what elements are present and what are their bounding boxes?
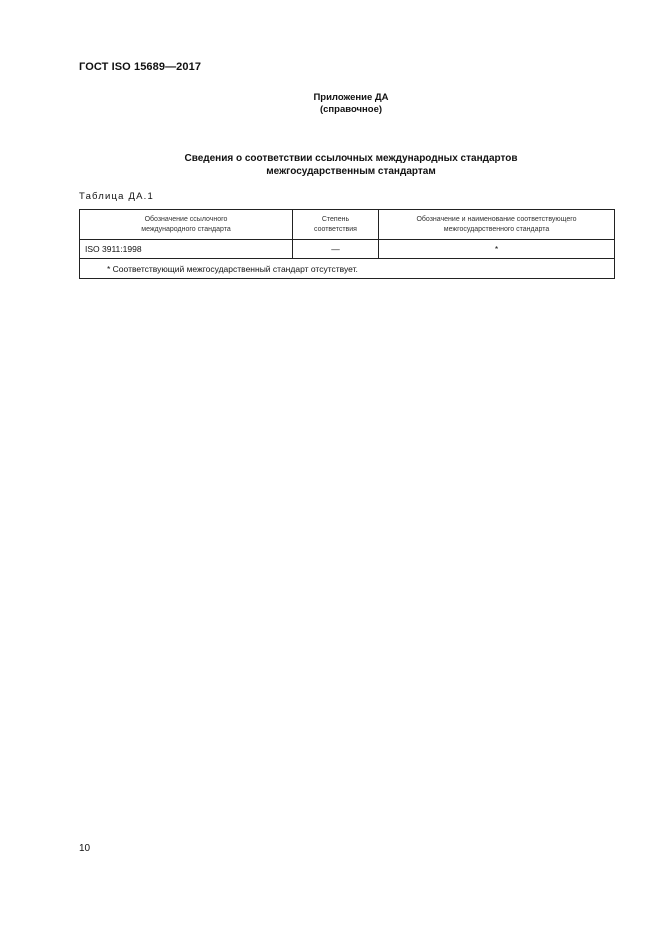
column-header-designation <box>80 210 293 240</box>
table-header-row <box>80 210 615 240</box>
column-header-designation-line-1: Обозначение ссылочного <box>144 215 228 223</box>
table-footnote-row <box>80 259 615 279</box>
section-title-line-2: межгосударственным стандартам <box>266 165 436 177</box>
appendix-title: Приложение ДА <box>313 92 389 103</box>
cell-standard-designation: ISO 3911:1998 <box>80 240 293 259</box>
section-title-line-1: Сведения о соответствии ссылочных международных стандартов <box>184 153 518 164</box>
column-header-interstate-standard <box>379 210 615 240</box>
page-number: 10 <box>79 843 91 854</box>
cell-interstate-standard: * <box>379 240 615 259</box>
table-caption: Таблица ДА.1 <box>79 191 154 202</box>
column-header-interstate-line-1: Обозначение и наименование соответствующего <box>416 215 577 223</box>
column-header-degree-line-1: Степень <box>321 215 350 223</box>
table-footnote: * Соответствующий межгосударственный стандарт отсутствует. <box>80 259 615 279</box>
table-row <box>80 240 615 259</box>
section-title <box>0 153 661 178</box>
column-header-designation-line-2: международного стандарта <box>141 225 231 233</box>
column-header-degree-line-2: соответствия <box>314 225 357 233</box>
document-code: ГОСТ ISO 15689—2017 <box>79 61 202 73</box>
column-header-degree <box>293 210 379 240</box>
appendix-heading <box>0 92 661 115</box>
standards-correspondence-table <box>79 209 615 279</box>
column-header-interstate-line-2: межгосударственного стандарта <box>443 225 550 233</box>
cell-degree-of-correspondence: — <box>293 240 379 259</box>
appendix-subtitle: (справочное) <box>319 103 383 115</box>
